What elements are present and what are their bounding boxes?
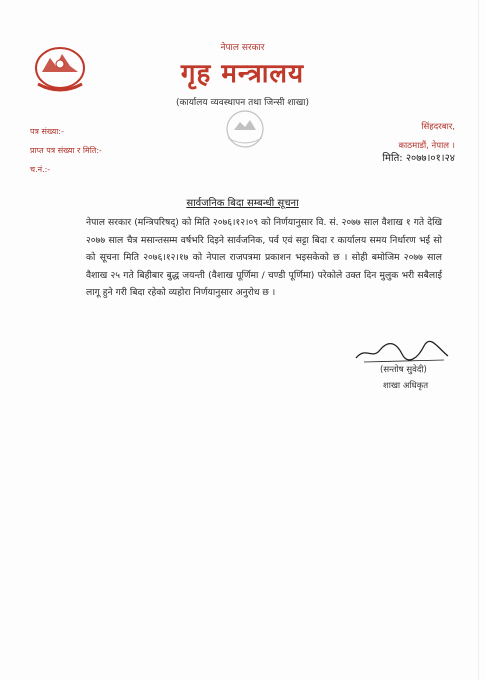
- ministry-title: गृह मन्त्रालय: [180, 59, 305, 89]
- letter-date: मिति: २०७७।०१।२४: [382, 153, 455, 164]
- office-stamp-icon: [214, 108, 276, 150]
- government-name: नेपाल सरकार: [220, 43, 265, 53]
- office-place: सिंहदरबार,: [421, 122, 455, 132]
- notice-body: नेपाल सरकार (मन्त्रिपरिषद्) को मिति २०७६।१२।०९ को निर्णयानुसार वि. सं. २०७७ साल वैशाख १ गते देखि २०७७ साल चैत्र मसान्तसम्म वर्षभरि दिइने सार्वजनिक, पर्व एवं सट्टा बिदा र कार्यालय समय निर्धारण भई सो को सूचना मिति २०७६।१२।१७ को नेपाल राजपत्रमा प्रकाशन भइसकेको छ । सोही बमोजिम २०७७ साल वैशाख २५ गते बिहीबार बुद्ध जयन्ती (वैशाख पूर्णिमा / चण्डी पूर्णिमा) परेकोले उक्त दिन मुलुक भरी सबैलाई लागू हुने गरी बिदा रहेको व्यहोरा निर्णयानुसार अनुरोध छ ।: [86, 217, 442, 298]
- letter-number-label: पत्र संख्या:-: [30, 127, 64, 136]
- signature-icon: [352, 338, 452, 366]
- section-name: (कार्यालय व्यवस्थापन तथा जिन्सी शाखा): [175, 98, 310, 108]
- signer-designation: शाखा अधिकृत: [383, 381, 429, 391]
- signer-name: (सन्तोष सुवेदी): [380, 365, 427, 375]
- received-letter-label: प्राप्त पत्र संख्या र मिति:-: [30, 146, 102, 155]
- subject-heading: सार्वजनिक बिदा सम्बन्धी सूचना: [186, 198, 299, 209]
- left-meta: [30, 122, 102, 179]
- dispatch-number-label: च.नं.:-: [30, 165, 51, 174]
- office-city: काठमाडौं, नेपाल ।: [398, 141, 455, 151]
